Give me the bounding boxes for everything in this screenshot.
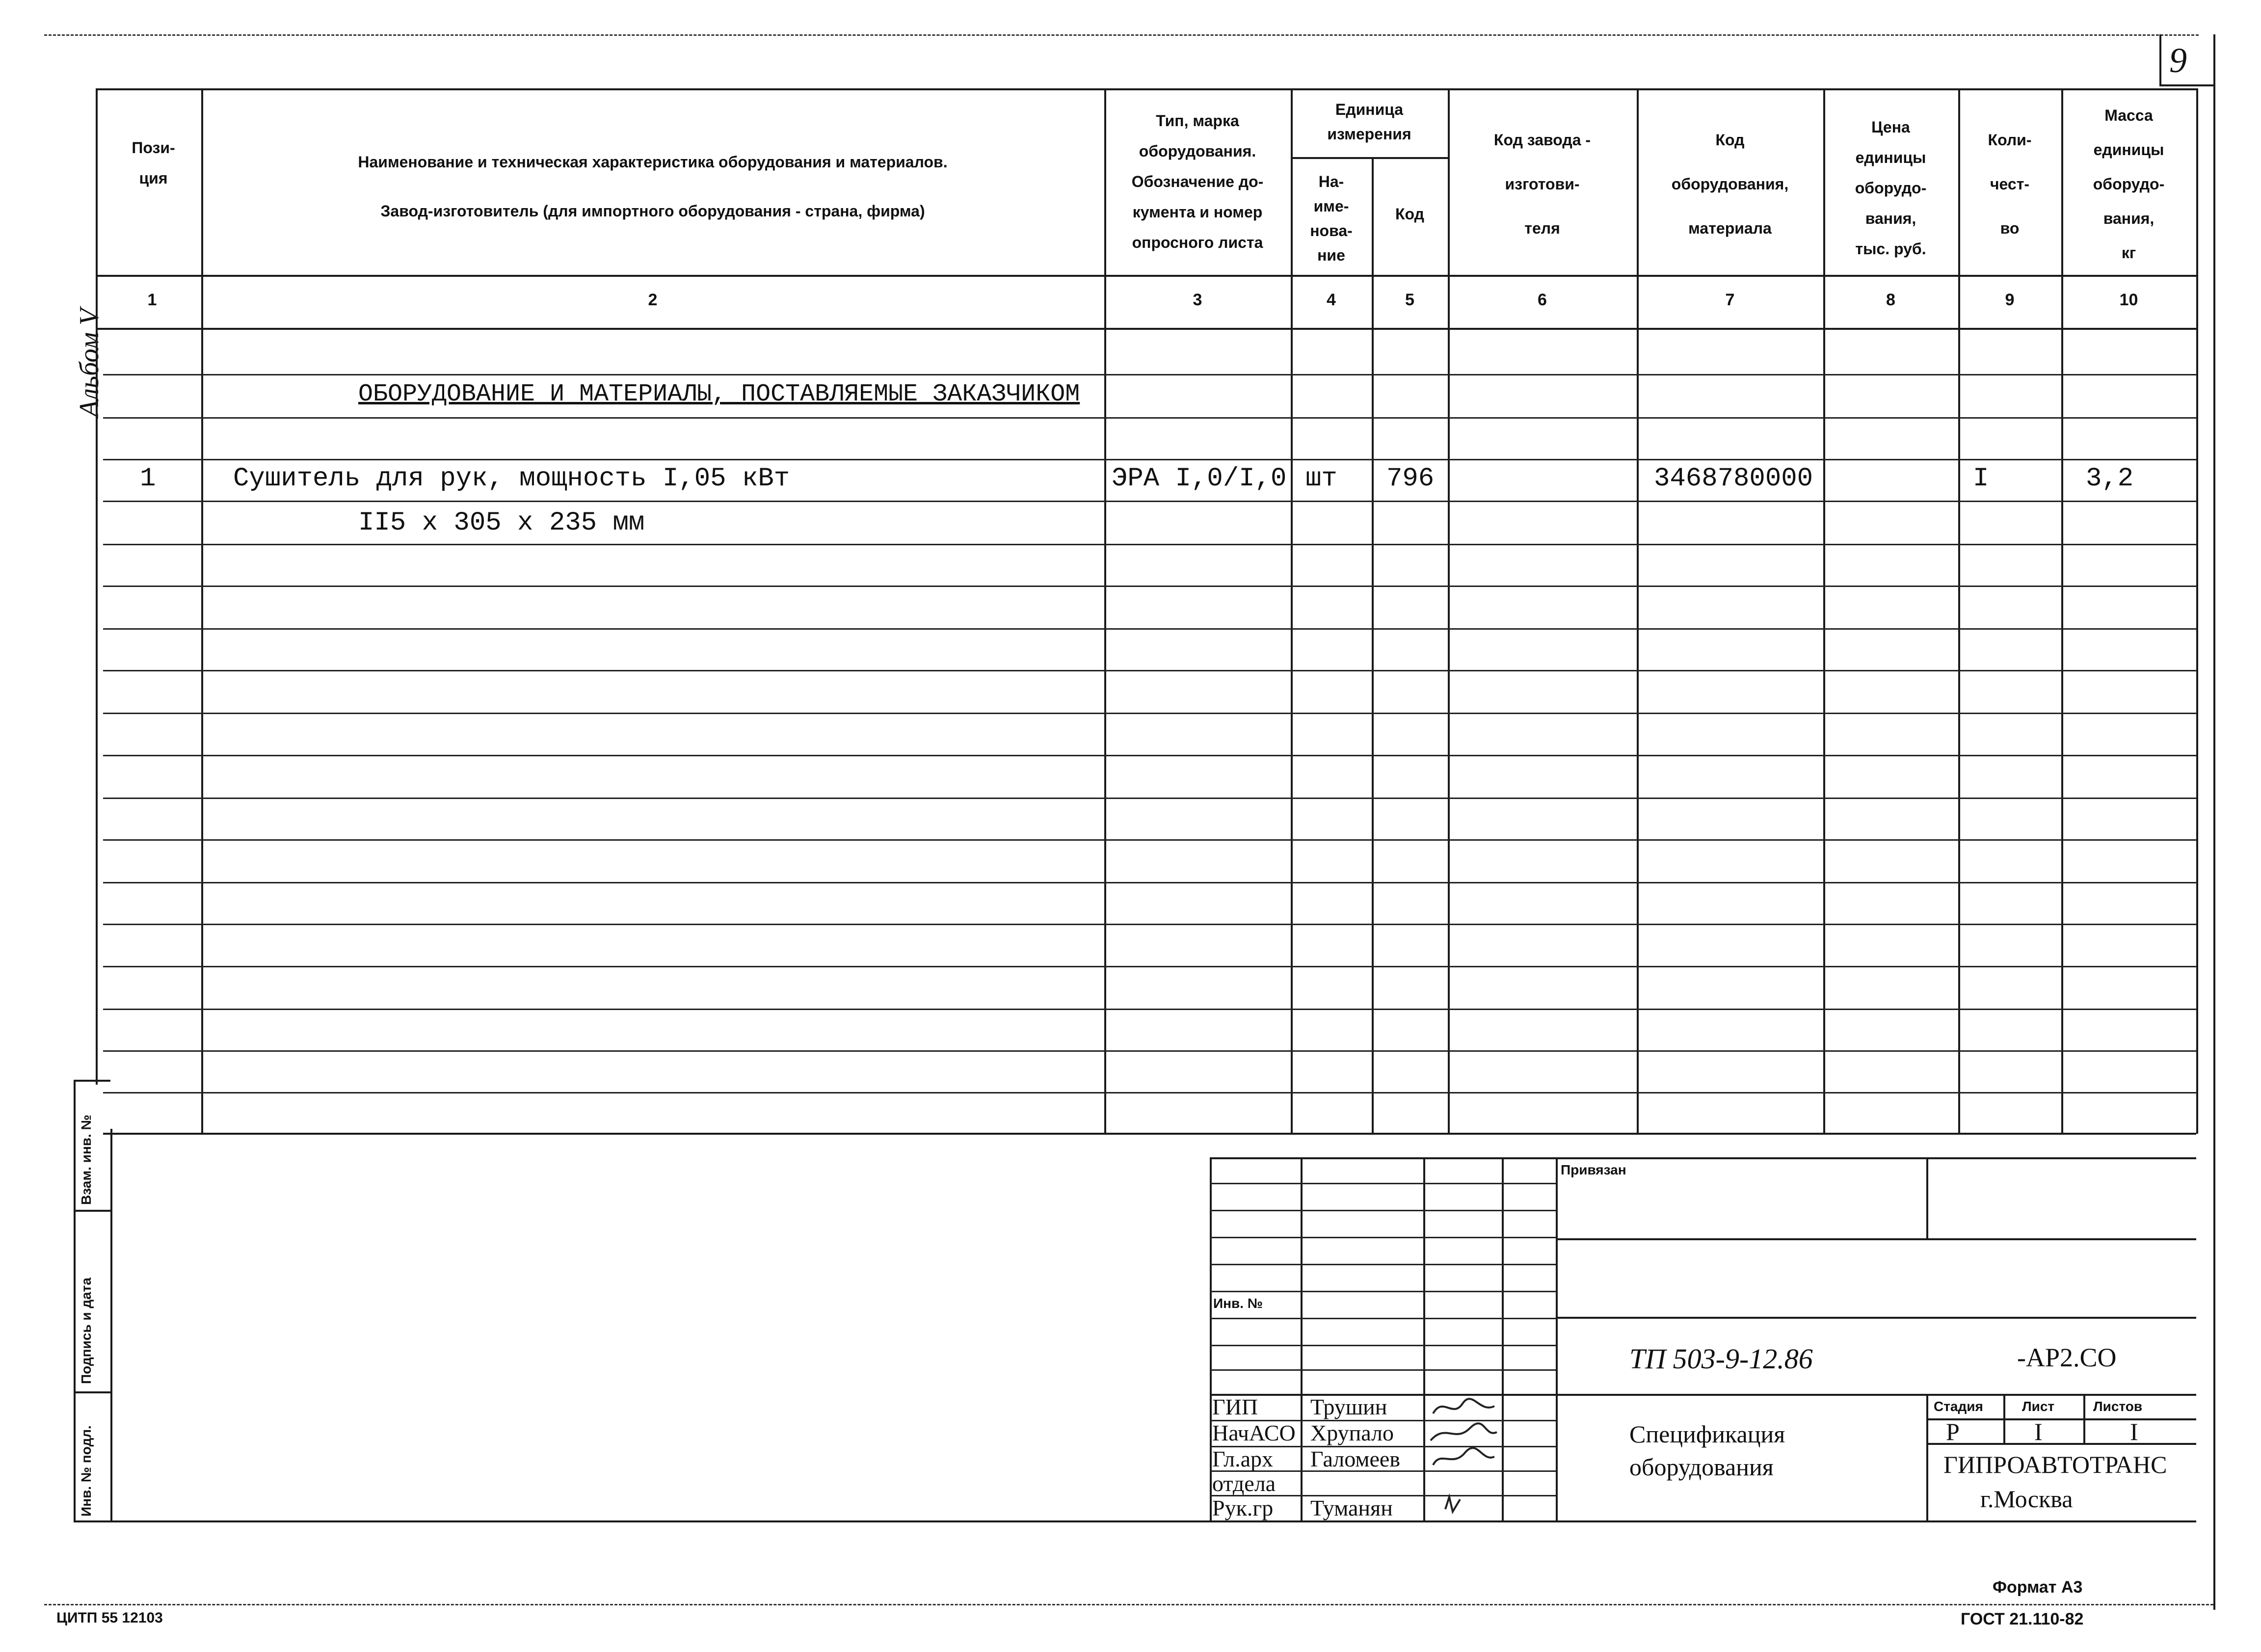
stamp-inner-line [74,1080,76,1521]
row-line [103,882,2196,883]
signature-scribble [1426,1394,1502,1519]
title-block-bottom [110,1520,2196,1522]
column-number: 4 [1327,291,1336,309]
column-number: 5 [1405,291,1414,309]
row-line [103,417,2196,419]
row-line [103,1050,2196,1052]
stamp-label-sign: Подпись и дата [79,1278,94,1384]
staff-role: ГИП [1212,1394,1258,1419]
corner-box-bottom [2159,84,2213,86]
tb-sheets-label: Листов [2093,1399,2143,1414]
tb-org-1: ГИПРОАВТОТРАНС [1943,1451,2167,1478]
tb-row [1210,1369,1556,1371]
column-number: 9 [2005,291,2015,309]
column-number: 6 [1538,291,1547,309]
top-dashed-edge [44,34,2199,36]
row-type: ЭРА I,0/I,0 [1112,464,1287,494]
row-unit-name: шт [1305,464,1337,494]
column-number: 1 [147,291,157,309]
tb-col-4 [1502,1157,1504,1520]
right-frame-line [2213,34,2215,1610]
column-number: 3 [1193,291,1202,309]
tb-col-2 [1301,1157,1303,1520]
row-line [103,1092,2196,1093]
tb-right-row [1556,1317,2196,1319]
footer-format: Формат А3 [1993,1578,2083,1597]
tb-right-row [1926,1443,2196,1445]
tb-doc-suffix: -АР2.СО [2017,1343,2117,1372]
staff-role: НачАСО [1212,1420,1296,1445]
row-line [103,755,2196,756]
staff-name: Туманян [1310,1495,1393,1520]
tb-inv-no: Инв. № [1213,1296,1263,1311]
row-line [103,544,2196,545]
corner-sheet-number: 9 [2169,41,2187,80]
unit-group-line [1291,157,1448,159]
row-line [103,459,2196,460]
tb-row [1210,1210,1556,1211]
header-factory-code: Код завода - изготови- теля [1493,131,1591,237]
tb-col-7 [1926,1394,1928,1520]
header-type: Тип, марка оборудования. Обозначение до- кумента и номер опросного листа [1131,112,1264,251]
row-line [103,1009,2196,1010]
header-name: Наименование и техническая характеристика оборудования и материалов. Завод-изготовитель (для импортного оборудования - страна, фирма) [358,153,948,220]
row-name: Сушитель для рук, мощность I,05 кВт [233,464,790,494]
stamp-top [74,1080,110,1082]
row-position: 1 [140,464,156,494]
row-name-line2: II5 x 305 x 235 мм [358,508,645,538]
column-number: 2 [648,291,658,309]
tb-right-row [1926,1418,2196,1420]
tb-col-5 [1556,1157,1558,1520]
title-block-top [1210,1157,2196,1159]
tb-row [1210,1291,1556,1292]
tb-row [1210,1318,1556,1319]
tb-col-1 [1210,1157,1212,1520]
footer-gost: ГОСТ 21.110-82 [1961,1610,2084,1628]
row-line [103,839,2196,841]
tb-sheet: I [2034,1418,2043,1445]
tb-right-row [1556,1238,2196,1240]
header-mass: Масса единицы оборудо- вания, кг [2093,107,2165,262]
header-position: Пози- ция [132,139,175,187]
row-line [103,713,2196,714]
header-unit-code: Код [1395,205,1424,223]
staff-role: Гл.арх [1212,1446,1274,1471]
row-line [103,966,2196,967]
row-unit-code: 796 [1386,464,1435,494]
tb-col-3 [1423,1157,1425,1520]
tb-stage-label: Стадия [1934,1399,1983,1414]
footer-left-code: ЦИТП 55 12103 [56,1610,163,1626]
stamp-bottom [74,1520,110,1522]
bottom-edge-line [44,1604,2213,1605]
row-line [103,670,2196,671]
tb-org-2: г.Москва [1980,1485,2073,1513]
row-line [103,628,2196,630]
table-top-line [96,88,2196,90]
column-number: 7 [1725,291,1735,309]
header-equipment-code: Код оборудования, материала [1671,131,1789,237]
staff-role: Рук.гр [1212,1495,1274,1520]
row-line [103,924,2196,925]
tb-sheets: I [2130,1418,2138,1445]
stamp-label-vzam: Взам. инв. № [79,1115,94,1205]
tb-doc-code: ТП 503-9-12.86 [1629,1343,1813,1375]
section-title: ОБОРУДОВАНИЕ И МАТЕРИАЛЫ, ПОСТАВЛЯЕМЫЕ ЗАКАЗЧИКОМ [358,380,1080,408]
staff-role: отдела [1212,1471,1276,1496]
header-unit-group: Единица измерения [1327,101,1411,143]
corner-box-left [2159,34,2161,86]
column-number: 10 [2119,291,2138,309]
tb-privyazan: Привязан [1561,1162,1626,1177]
stamp-sep-2 [74,1391,110,1393]
row-line [103,374,2196,375]
header-bottom-line [96,275,2196,277]
header-price: Цена единицы оборудо- вания, тыс. руб. [1855,118,1927,258]
row-line [103,798,2196,799]
stamp-sep-1 [74,1210,110,1212]
staff-name: Трушин [1310,1394,1387,1419]
header-quantity: Коли- чест- во [1988,131,2032,237]
tb-col-6 [1926,1157,1928,1238]
table-right-border [2196,88,2198,1134]
header-unit-name: На- име- нова- ние [1310,173,1353,264]
tb-sheet-label: Лист [2022,1399,2055,1414]
staff-name: Хрупало [1310,1420,1394,1445]
row-mass: 3,2 [2086,464,2134,494]
tb-row [1210,1183,1556,1184]
table-left-border [96,88,98,1085]
col-line-1 [201,88,203,1134]
column-number: 8 [1886,291,1895,309]
row-quantity: I [1973,464,1989,494]
row-equipment-code: 3468780000 [1654,464,1813,494]
table-bottom-line [103,1133,2196,1135]
tb-stage: Р [1946,1418,1960,1445]
tb-doc-title-1: Спецификация [1629,1420,1785,1448]
tb-row [1210,1264,1556,1265]
tb-row [1210,1345,1556,1346]
row-line [103,586,2196,587]
staff-name: Галомеев [1310,1446,1401,1471]
side-album-label: Альбом V [74,308,105,417]
tb-row [1210,1237,1556,1238]
stamp-outer-line [110,1129,112,1521]
stamp-label-inv: Инв. № подл. [79,1425,94,1517]
colnum-bottom-line [96,328,2196,330]
row-line [103,501,2196,502]
tb-doc-title-2: оборудования [1629,1453,1774,1481]
